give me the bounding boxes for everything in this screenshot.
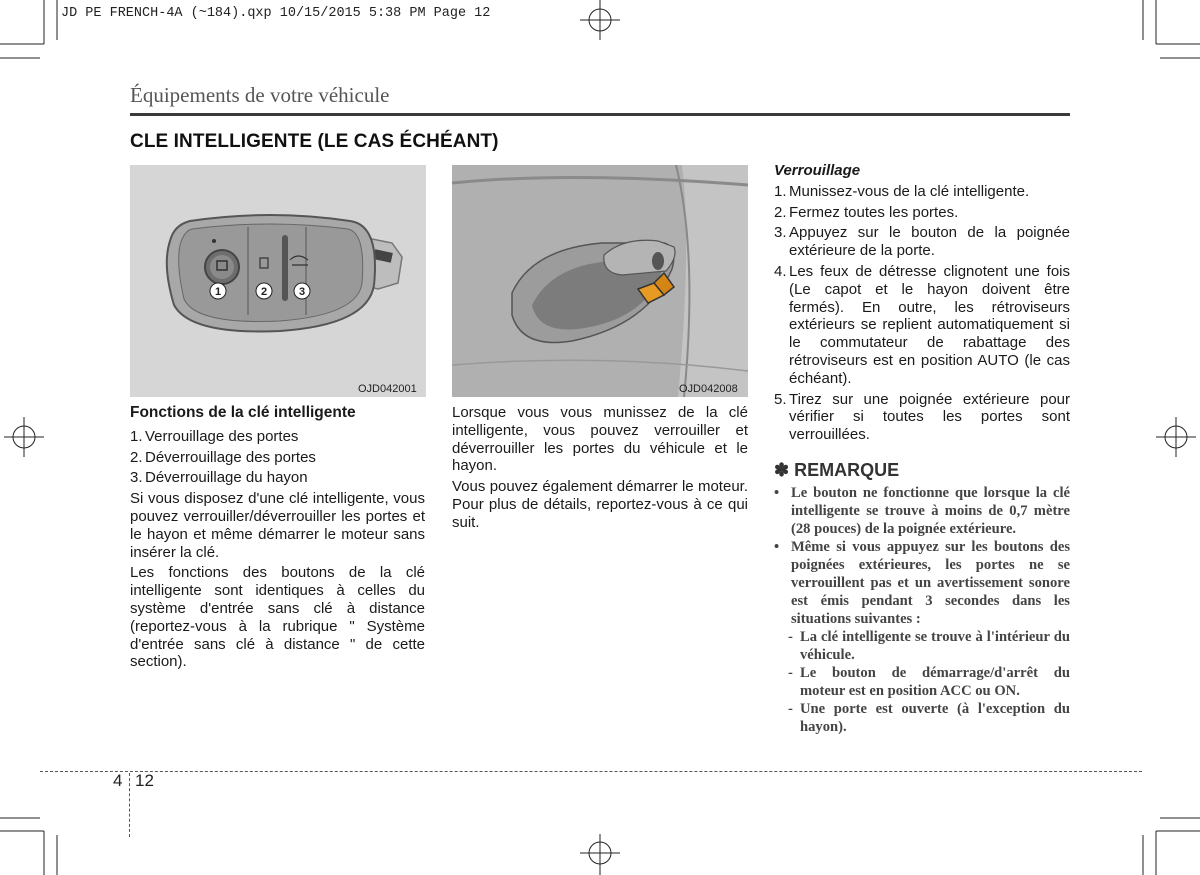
figure-code-1: OJD042001 xyxy=(358,383,417,395)
note-dash: - La clé intelligente se trouve à l'intérieur du véhicule. xyxy=(788,628,1070,663)
note-dash: - Une porte est ouverte (à l'exception du hayon). xyxy=(788,700,1070,735)
list-item: 2. Déverrouillage des portes xyxy=(130,448,316,466)
col1-paragraph: Les fonctions des boutons de la clé intelligente sont identiques à celles du système d'entrée sans clé à distance (reportez-vous à la rubrique " Système d'entrée sans clé à distance " de cette section). xyxy=(130,564,425,671)
col1-heading: Fonctions de la clé intelligente xyxy=(130,404,356,421)
col3-list xyxy=(774,183,1070,444)
key-label-2: 2 xyxy=(260,286,268,298)
section-title: CLE INTELLIGENTE (LE CAS ÉCHÉANT) xyxy=(130,131,499,152)
list-item: 3. Déverrouillage du hayon xyxy=(130,469,308,487)
note-dash: - Le bouton de démarrage/d'arrêt du moteur est en position ACC ou ON. xyxy=(788,664,1070,699)
chapter-title: Équipements de votre véhicule xyxy=(130,83,390,107)
page-number-divider xyxy=(129,773,130,837)
list-item: 3. Appuyez sur le bouton de la poignée extérieure de la porte. xyxy=(774,224,1070,260)
list-item: 4. Les feux de détresse clignotent une fois (Le capot et le hayon doivent être fermés). En outre, les rétroviseurs extérieurs se replient automatiquement si le commutateur de rabattage des rétroviseurs est en position AUTO (le cas échéant). xyxy=(774,262,1070,387)
remark-title: ✽ REMARQUE xyxy=(774,459,900,480)
remark-notes xyxy=(774,484,1070,736)
col1-list xyxy=(130,428,425,487)
figure-code-2: OJD042008 xyxy=(679,383,738,395)
list-item: 1. Verrouillage des portes xyxy=(130,427,299,445)
note-bullet: • Même si vous appuyez sur les boutons des poignées extérieures, les portes ne se verrouillent pas et un avertissement sonore est émis pendant 3 secondes dans les situations suivantes : xyxy=(774,538,1070,627)
note-bullet: • Le bouton ne fonctionne que lorsque la clé intelligente se trouve à moins de 0,7 mètre (28 pouces) de la poignée extérieure. xyxy=(774,484,1070,537)
list-item: 5. Tirez sur une poignée extérieure pour vérifier si toutes les portes sont verrouillées. xyxy=(774,390,1070,444)
chapter-number: 4 xyxy=(113,771,123,790)
smart-key-illustration xyxy=(130,165,426,397)
print-slug: JD PE FRENCH-4A (~184).qxp 10/15/2015 5:38 PM Page 12 xyxy=(61,6,491,21)
column-3 xyxy=(774,162,1070,736)
col2-paragraph: Vous pouvez également démarrer le moteur. Pour plus de détails, reportez-vous à ce qui suit. xyxy=(452,478,748,531)
col3-heading: Verrouillage xyxy=(774,162,861,179)
key-label-1: 1 xyxy=(214,286,222,298)
header-rule xyxy=(130,113,1070,116)
list-item: 1. Munissez-vous de la clé intelligente. xyxy=(774,182,1030,200)
smart-key-figure xyxy=(130,165,426,397)
column-2 xyxy=(452,404,748,532)
footer-rule xyxy=(40,771,1142,772)
col1-paragraph: Si vous disposez d'une clé intelligente, vous pouvez verrouiller/déverrouiller les portes et le hayon et même démarrer le moteur sans insérer la clé. xyxy=(130,490,425,561)
page-number: 12 xyxy=(135,771,154,790)
door-handle-illustration xyxy=(452,165,748,397)
col2-paragraph: Lorsque vous vous munissez de la clé intelligente, vous pouvez verrouiller et déverrouiller les portes du véhicule et le hayon. xyxy=(452,404,748,475)
door-handle-figure xyxy=(452,165,748,397)
list-item: 2. Fermez toutes les portes. xyxy=(774,203,959,221)
column-1 xyxy=(130,404,425,671)
key-label-3: 3 xyxy=(298,286,306,298)
